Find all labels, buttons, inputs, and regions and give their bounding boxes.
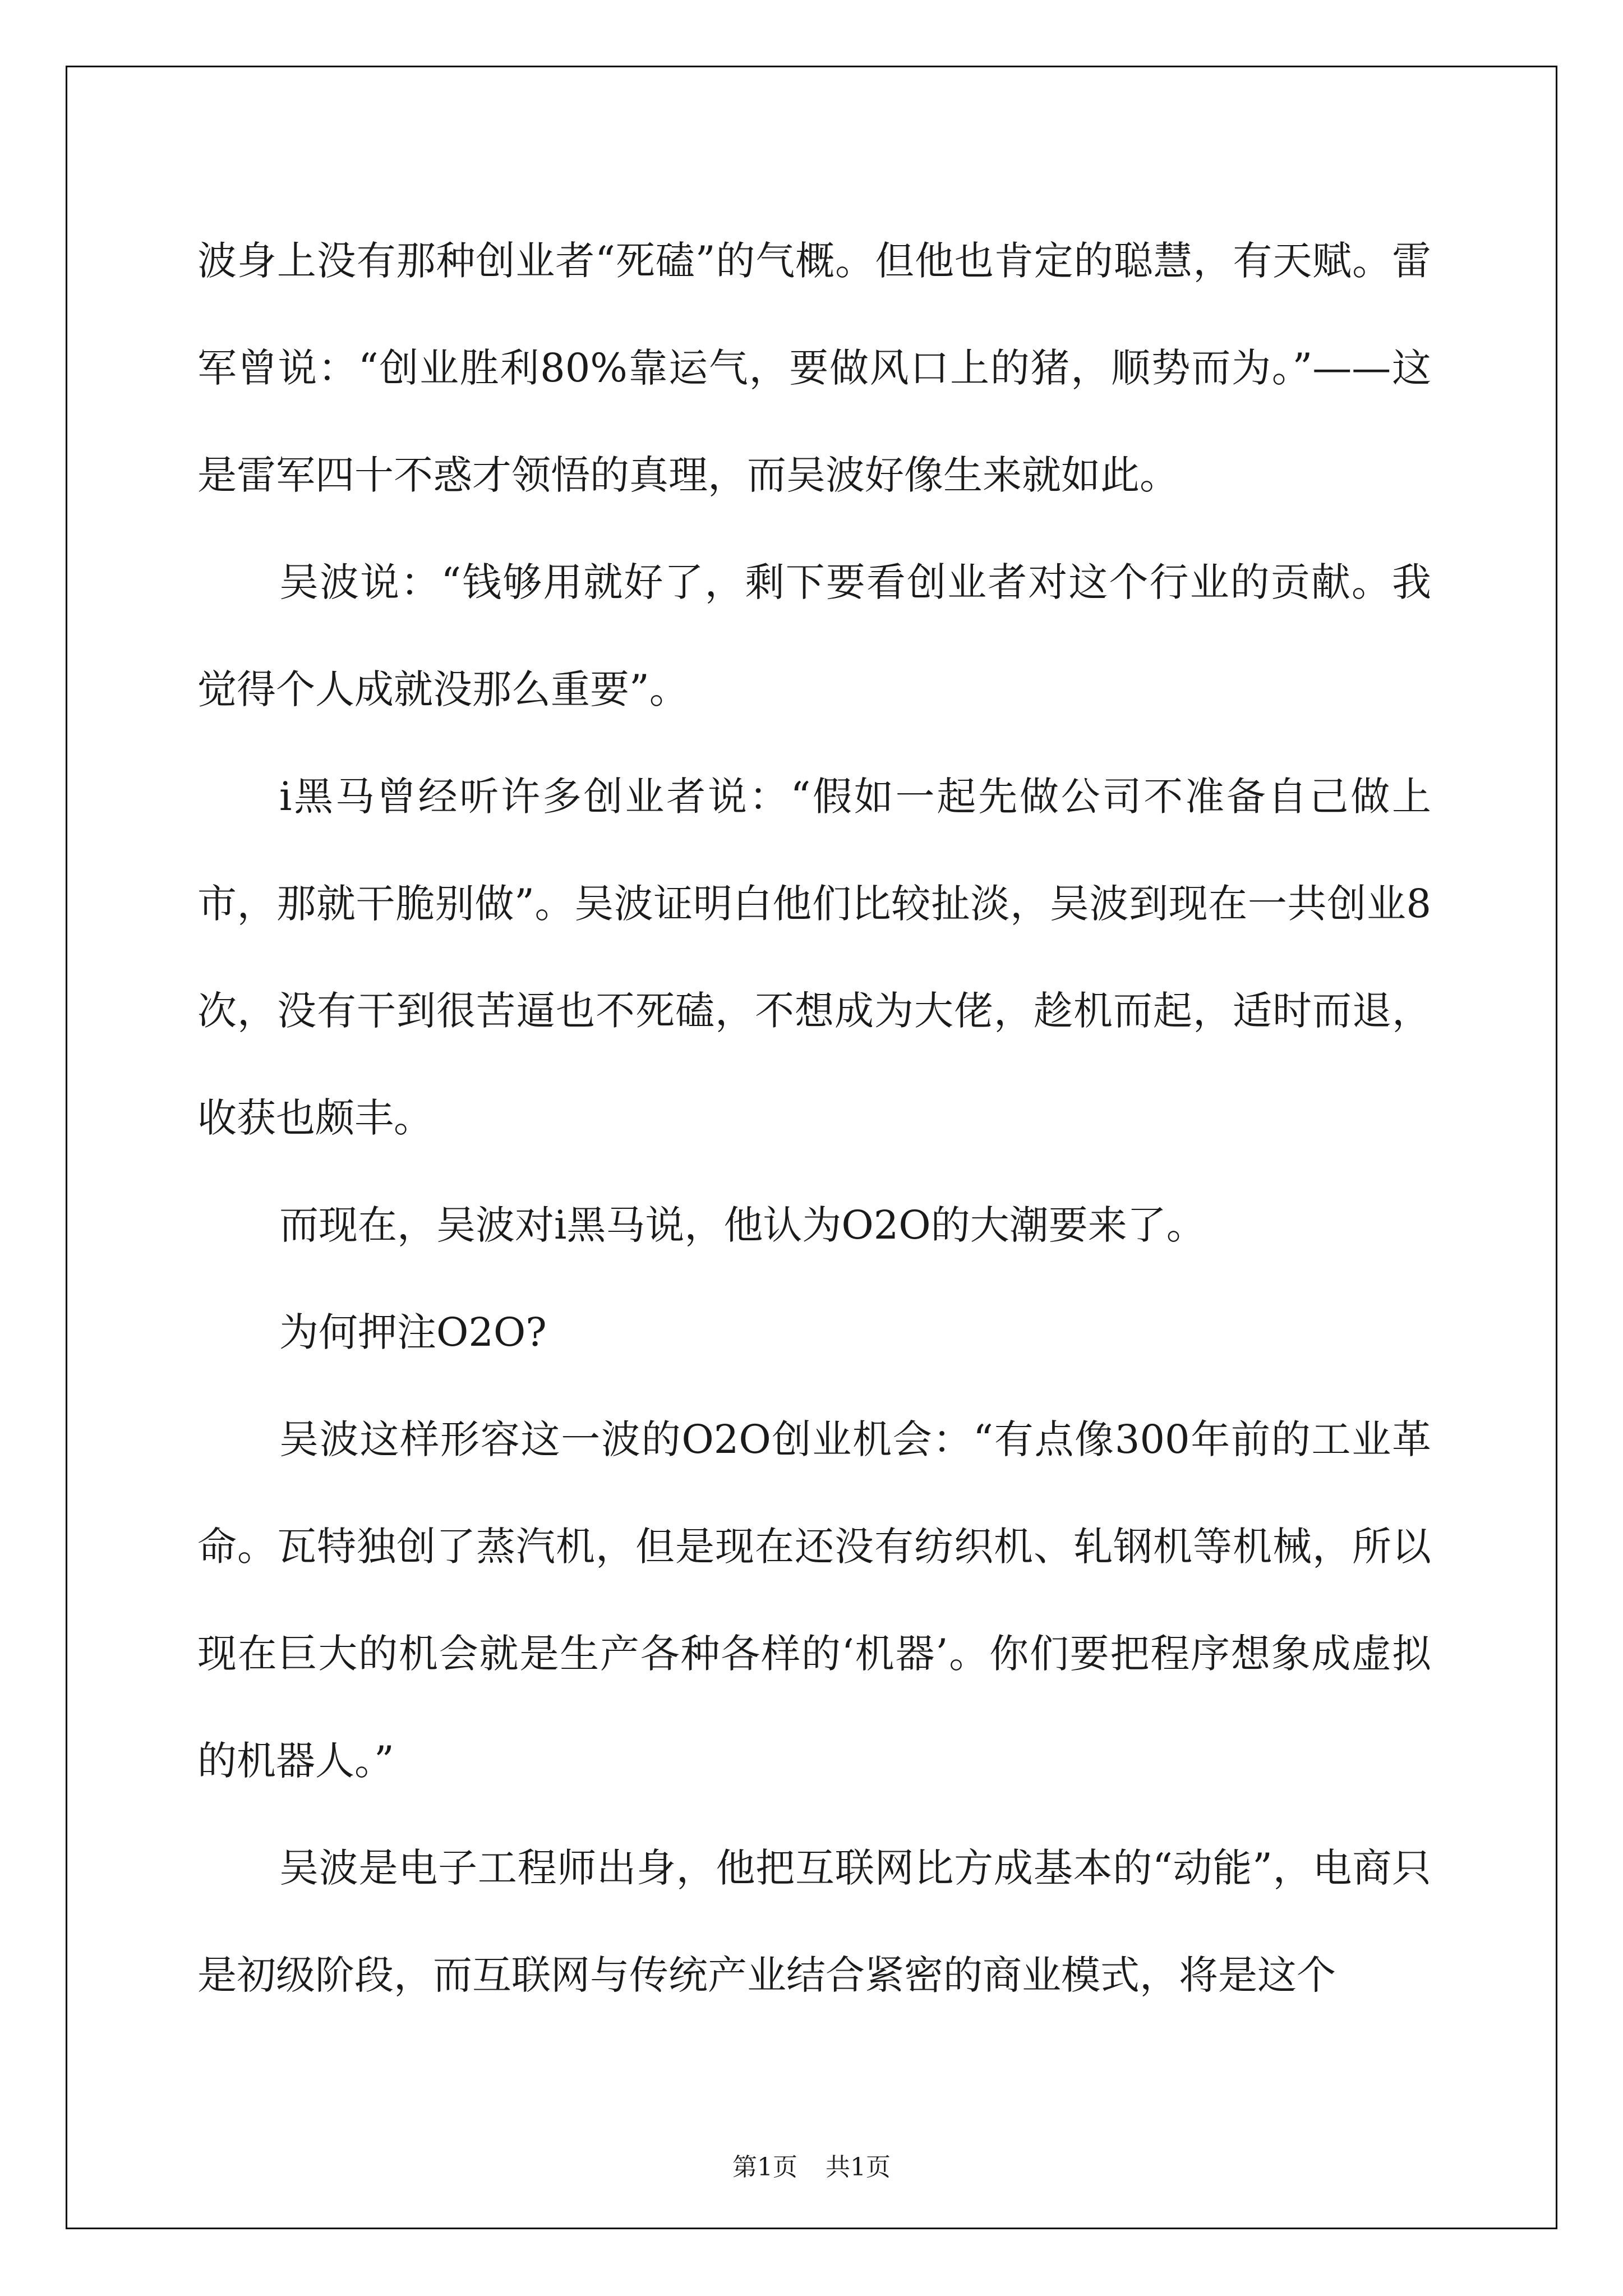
paragraph-3: i黑马曾经听许多创业者说：“假如一起先做公司不准备自己做上市，那就干脆别做”。吴波证明白他们比较扯淡，吴波到现在一共创业8次，没有干到很苦逼也不死磕，不想成为大佬，趁机而起，适时而退，收获也颇丰。 <box>197 774 1431 1141</box>
paragraph-5: 吴波这样形容这一波的O2O创业机会：“有点像300年前的工业革命。瓦特独创了蒸汽机，但是现在还没有纺织机、轧钢机等机械，所以现在巨大的机会就是生产各种各样的‘机器’。你们要把程序想象成虚拟的机器人。” <box>197 1416 1431 1784</box>
page-number-current: 第1页 <box>732 2153 797 2182</box>
section-heading: 为何押注O2O? <box>279 1309 547 1355</box>
paragraph-1: 波身上没有那种创业者“死磕”的气概。但他也肯定的聪慧，有天赋。雷军曾说：“创业胜利80%靠运气，要做风口上的猪，顺势而为。”——这是雷军四十不惑才领悟的真理，而吴波好像生来就如此。 <box>197 238 1431 498</box>
page-footer <box>0 2151 1623 2184</box>
document-body <box>197 208 1431 2029</box>
paragraph-2: 吴波说：“钱够用就好了，剩下要看创业者对这个行业的贡献。我觉得个人成就没那么重要”。 <box>197 559 1431 712</box>
page-number-total: 共1页 <box>826 2153 891 2182</box>
paragraph-4: 而现在，吴波对i黑马说，他认为O2O的大潮要来了。 <box>279 1202 1206 1248</box>
paragraph-6: 吴波是电子工程师出身，他把互联网比方成基本的“动能”，电商只是初级阶段，而互联网与传统产业结合紧密的商业模式，将是这个 <box>197 1845 1431 1998</box>
